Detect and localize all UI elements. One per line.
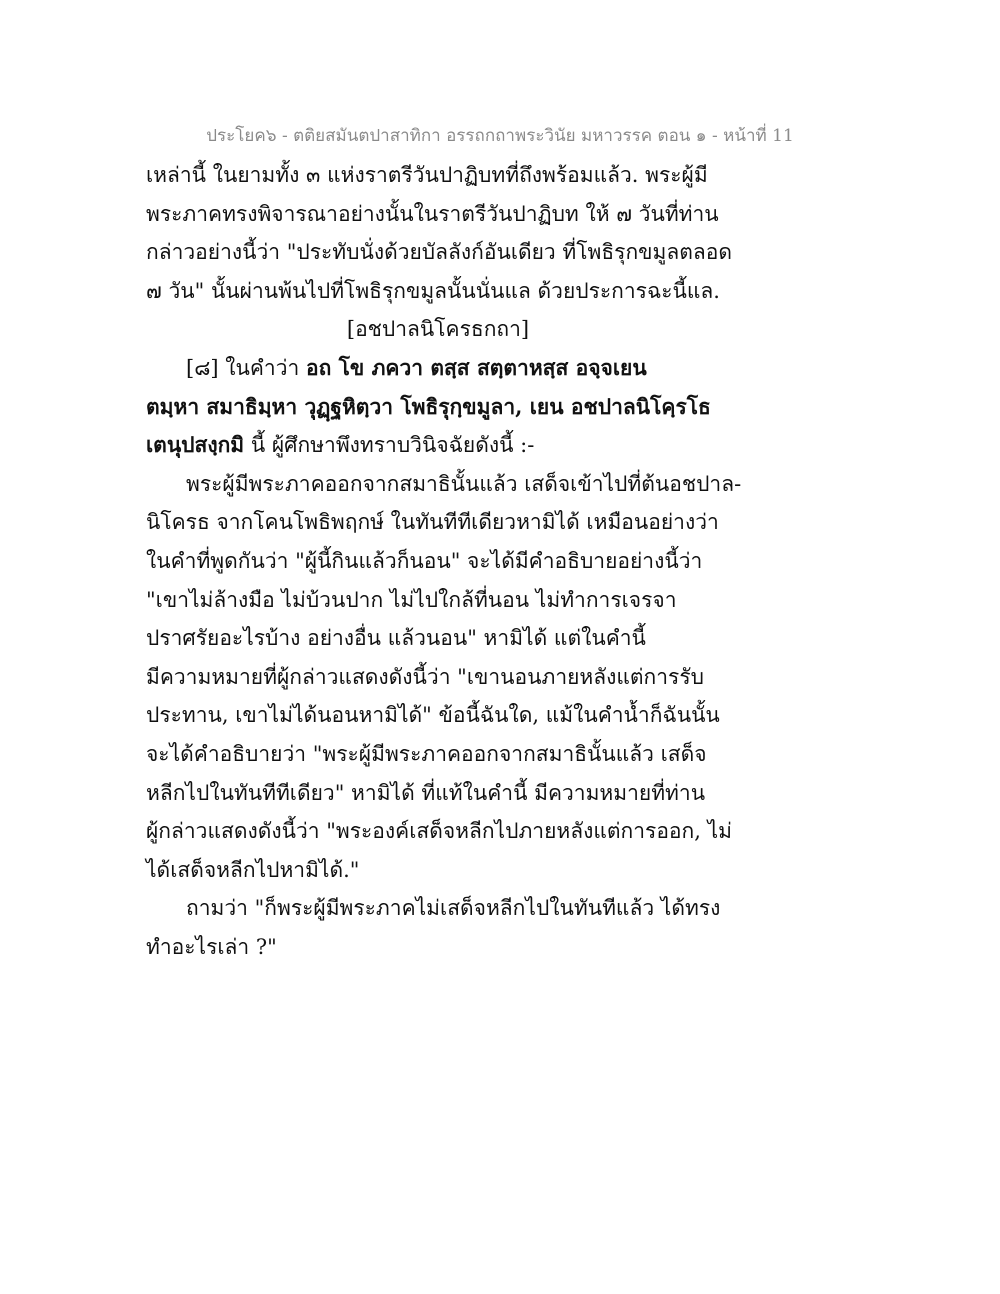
text-line: ในคำที่พูดกันว่า "ผู้นี้กินแล้วก็นอน" จะได้มีคำอธิบายอย่างนี้ว่า — [146, 548, 703, 573]
trailing-text: นี้ ผู้ศึกษาพึงทราบวินิจฉัยดังนี้ :- — [244, 433, 535, 458]
text-line: กล่าวอย่างนี้ว่า "ประทับนั่งด้วยบัลลังก์อันเดียว ที่โพธิรุกขมูลตลอด — [146, 240, 733, 265]
text-line: พระผู้มีพระภาคออกจากสมาธินั้นแล้ว เสด็จเข้าไปที่ต้นอชปาล- — [186, 471, 742, 496]
text-line: ปราศรัยอะไรบ้าง อย่างอื่น แล้วนอน" หามิได้ แต่ในคำนี้ — [146, 626, 646, 651]
text-line: นิโครธ จากโคนโพธิพฤกษ์ ในทันทีทีเดียวหามิได้ เหมือนอย่างว่า — [146, 510, 719, 535]
lead-text: [๘] ในคำว่า — [186, 355, 306, 380]
paragraph-pali-quote — [146, 349, 711, 465]
pali-text: ตมฺหา สมาธิมฺหา วุฏฺฐหิตฺวา โพธิรุกฺขมูลา, เยน อชปาลนิโคฺรโธ — [146, 393, 711, 419]
text-line: ทำอะไรเล่า ?" — [146, 934, 277, 959]
pali-text: อถ โข ภควา ตสฺส สตฺตาหสฺส อจฺจเยน — [305, 354, 647, 380]
text-line: ผู้กล่าวแสดงดังนี้ว่า "พระองค์เสด็จหลีกไปภายหลังแต่การออก, ไม่ — [146, 819, 733, 844]
text-line: เหล่านี้ ในยามทั้ง ๓ แห่งราตรีวันปาฏิบทที่ถึงพร้อมแล้ว. พระผู้มี — [146, 163, 708, 187]
text-line: จะได้คำอธิบายว่า "พระผู้มีพระภาคออกจากสมาธินั้นแล้ว เสด็จ — [146, 741, 707, 766]
section-heading: [อชปาลนิโครธกถา] — [346, 317, 530, 342]
running-header: ประโยค๖ - ตติยสมันตปาสาทิกา อรรถกถาพระวินัย มหาวรรค ตอน ๑ - หน้าที่ 11 — [206, 126, 794, 146]
page-body — [146, 156, 742, 966]
paragraph-continuation — [146, 156, 733, 310]
text-line: "เขาไม่ล้างมือ ไม่บ้วนปาก ไม่ไปใกล้ที่นอน ไม่ทำการเจรจา — [146, 587, 677, 612]
text-line: พระภาคทรงพิจารณาอย่างนั้นในราตรีวันปาฏิบท ให้ ๗ วันที่ท่าน — [146, 201, 719, 226]
text-line — [146, 426, 706, 465]
text-line — [146, 349, 706, 388]
text-line: มีความหมายที่ผู้กล่าวแสดงดังนี้ว่า "เขานอนภายหลังแต่การรับ — [146, 664, 704, 689]
text-line: ๗ วัน" นั้นผ่านพ้นไปที่โพธิรุกขมูลนั้นนั่นแล ด้วยประการฉะนี้แล. — [146, 278, 720, 303]
paragraph-question — [146, 889, 721, 966]
text-line: ได้เสด็จหลีกไปหามิได้." — [146, 857, 360, 882]
text-line: ประทาน, เขาไม่ได้นอนหามิได้" ข้อนี้ฉันใด, แม้ในคำน้ำก็ฉันนั้น — [146, 703, 720, 728]
text-line: หลีกไปในทันทีทีเดียว" หามิได้ ที่แท้ในคำนี้ มีความหมายที่ท่าน — [146, 780, 706, 805]
paragraph-commentary — [146, 465, 742, 890]
pali-text: เตนุปสงฺกมิ — [146, 432, 245, 458]
text-line: ถามว่า "ก็พระผู้มีพระภาคไม่เสด็จหลีกไปในทันทีแล้ว ได้ทรง — [186, 896, 721, 921]
